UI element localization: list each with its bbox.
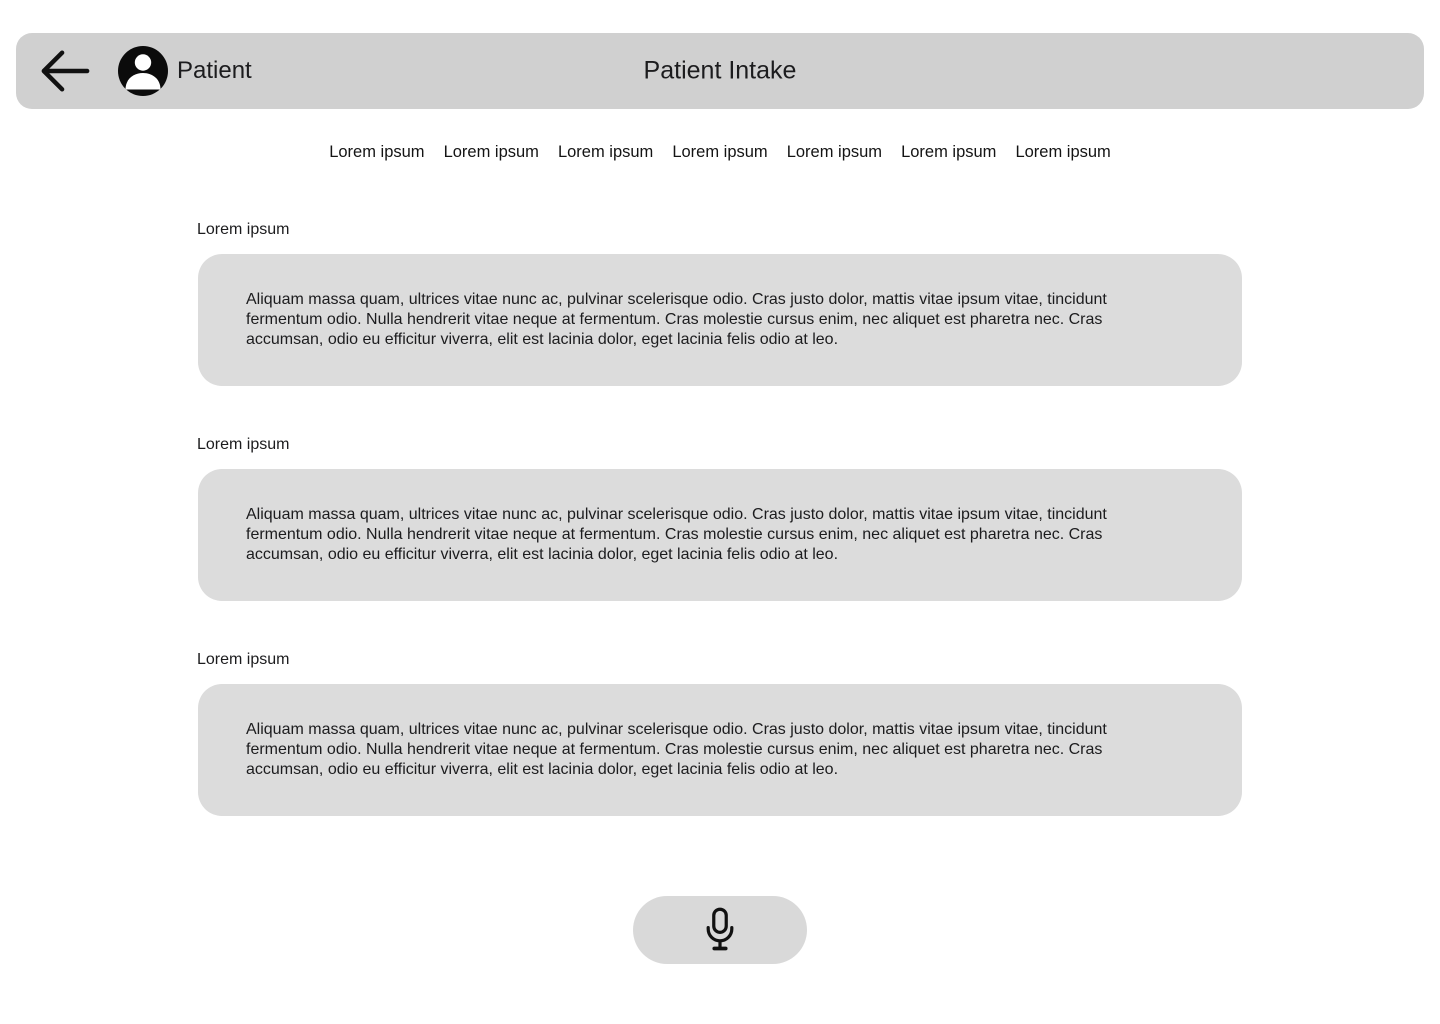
form-section-3 [198,650,1242,816]
back-button[interactable] [38,44,92,98]
nav-tab-3[interactable]: Lorem ipsum [557,143,654,161]
back-arrow-icon [38,45,92,97]
section-body-text: Aliquam massa quam, ultrices vitae nunc ac, pulvinar scelerisque odio. Cras justo dolor, mattis vitae ipsum vitae, tincidunt fermentum odio. Nulla hendrerit vitae neque at fermentum. Cras molestie cursus enim, nec aliquet est pharetra nec. Cras accumsan, odio eu efficitur viverra, elit est lacinia dolor, eget lacinia felis odio at leo. [246,291,1107,348]
section-label: Lorem ipsum [197,651,290,668]
section-label: Lorem ipsum [197,436,290,453]
nav-tab-7[interactable]: Lorem ipsum [1015,143,1111,161]
page-title: Patient Intake [643,56,797,85]
section-body-text: Aliquam massa quam, ultrices vitae nunc ac, pulvinar scelerisque odio. Cras justo dolor, mattis vitae ipsum vitae, tincidunt fermentum odio. Nulla hendrerit vitae neque at fermentum. Cras molestie cursus enim, nec aliquet est pharetra nec. Cras accumsan, odio eu efficitur viverra, elit est lacinia dolor, eget lacinia felis odio at leo. [246,506,1107,563]
section-text-panel[interactable] [198,684,1242,816]
person-avatar-icon [118,46,168,96]
nav-tab-1[interactable]: Lorem ipsum [329,143,425,161]
patient-name-label: Patient [177,57,252,84]
nav-tab-5[interactable]: Lorem ipsum [786,143,883,161]
nav-tab-2[interactable]: Lorem ipsum [443,143,539,161]
microphone-button[interactable] [633,896,807,964]
microphone-icon [703,907,737,953]
section-text-panel[interactable] [198,254,1242,386]
section-body-text: Aliquam massa quam, ultrices vitae nunc ac, pulvinar scelerisque odio. Cras justo dolor, mattis vitae ipsum vitae, tincidunt fermentum odio. Nulla hendrerit vitae neque at fermentum. Cras molestie cursus enim, nec aliquet est pharetra nec. Cras accumsan, odio eu efficitur viverra, elit est lacinia dolor, eget lacinia felis odio at leo. [246,721,1107,778]
form-section-1 [198,220,1242,386]
mic-button-area [0,896,1440,964]
nav-tabs [0,143,1440,162]
intake-form [198,220,1242,816]
section-text-panel[interactable] [198,469,1242,601]
nav-tab-6[interactable]: Lorem ipsum [901,143,997,161]
patient-identity[interactable] [118,46,252,96]
form-section-2 [198,435,1242,601]
nav-tab-4[interactable]: Lorem ipsum [672,143,768,161]
top-app-bar [16,33,1424,109]
section-label: Lorem ipsum [197,221,290,238]
